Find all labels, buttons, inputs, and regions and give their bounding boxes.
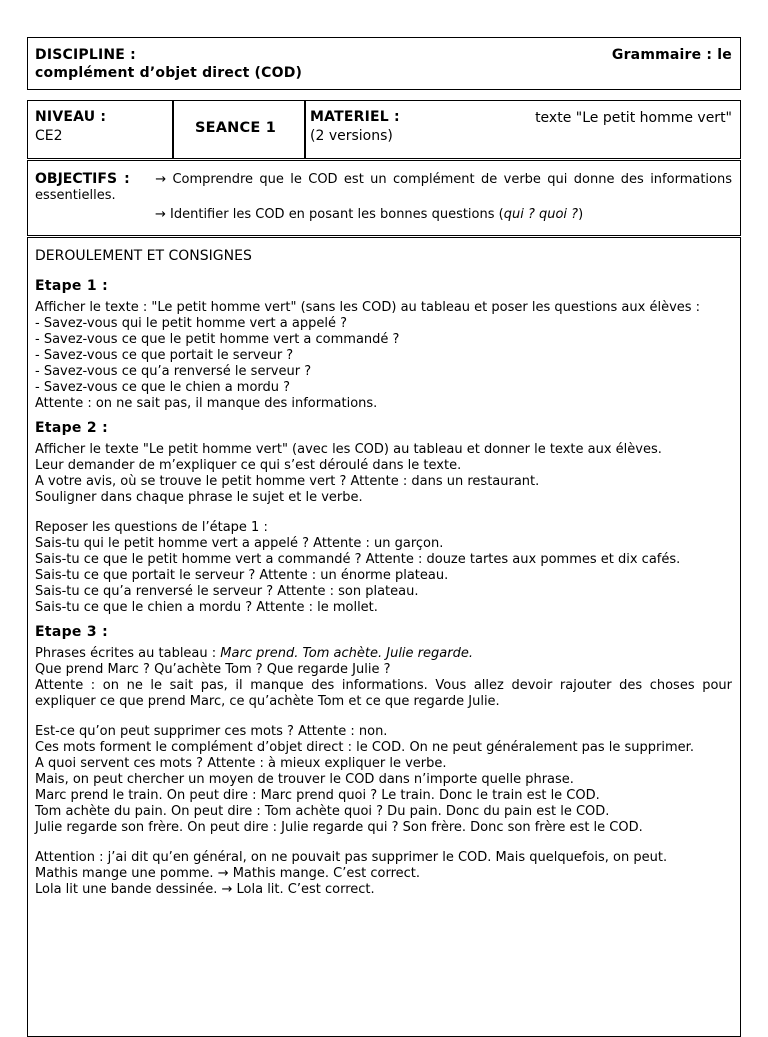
etape1-line: - Savez-vous ce que portait le serveur ? [35,348,294,363]
objectifs-line2-prefix: → Identifier les COD en posant les bonnes questions ( [155,207,504,222]
etape3-questions: Que prend Marc ? Qu’achète Tom ? Que regarde Julie ? [35,662,391,677]
etape2-line: Sais-tu ce qu’a renversé le serveur ? Attente : son plateau. [35,584,419,599]
deroulement-title: DEROULEMENT ET CONSIGNES [35,248,252,264]
etape3-suppr: Est-ce qu’on peut supprimer ces mots ? Attente : non. [35,724,388,739]
etape3-title: Etape 3 : [35,624,109,640]
etape3-line: Marc prend le train. On peut dire : Marc prend quoi ? Le train. Donc le train est le COD. [35,788,600,803]
seance-label: SEANCE 1 [195,120,276,136]
etape3-line: Tom achète du pain. On peut dire : Tom achète quoi ? Du pain. Donc du pain est le COD. [35,804,610,819]
etape3-forment: Ces mots forment le complément d’objet direct : le COD. On ne peut généralement pas le supprimer. [35,740,694,755]
materiel-label: MATERIEL : [310,109,400,125]
etape3-attention: Mathis mange une pomme. → Mathis mange. C’est correct. [35,866,420,881]
etape1-line: Attente : on ne sait pas, il manque des informations. [35,396,378,411]
etape1-line: - Savez-vous ce que le petit homme vert a commandé ? [35,332,400,347]
etape3-attention: Lola lit une bande dessinée. → Lola lit. C’est correct. [35,882,375,897]
etape1-line: - Savez-vous ce qu’a renversé le serveur ? [35,364,312,379]
etape3-phrases-em: Marc prend. Tom achète. Julie regarde. [220,646,473,661]
etape2-long: Sais-tu ce que le petit homme vert a commandé ? Attente : douze tartes aux pommes et dix cafés. [35,552,681,567]
etape3-attente: Attente : on ne le sait pas, il manque des informations. Vous allez devoir rajouter des choses pour expliquer ce que prend Marc, ce qu’achète Tom et ce que regarde Julie. [35,678,732,709]
objectifs-line2 [155,207,583,223]
etape3-line: A quoi servent ces mots ? Attente : à mieux expliquer le verbe. [35,756,447,771]
discipline-label: DISCIPLINE : [35,47,136,63]
discipline-value: Grammaire : le [611,47,732,63]
etape2-line: A votre avis, où se trouve le petit homme vert ? Attente : dans un restaurant. [35,474,540,489]
objectifs-label: OBJECTIFS : [35,171,130,187]
niveau-label: NIVEAU : [35,109,107,125]
discipline-box [27,37,741,90]
etape3-phrases [35,646,732,662]
deroulement-content [35,248,732,898]
etape2-line: Leur demander de m’expliquer ce qui s’est déroulé dans le texte. [35,458,462,473]
etape3-attention: Attention : j’ai dit qu’en général, on ne pouvait pas supprimer le COD. Mais quelquefois, on peut. [35,850,668,865]
etape1-line: - Savez-vous qui le petit homme vert a appelé ? [35,316,347,331]
etape1-intro: Afficher le texte : "Le petit homme vert" (sans les COD) au tableau et poser les questions aux élèves : [35,300,701,315]
etape3-phrases-prefix: Phrases écrites au tableau : [35,646,221,661]
etape3-line: Mais, on peut chercher un moyen de trouver le COD dans n’importe quelle phrase. [35,772,574,787]
objectifs-line1: → Comprendre que le COD est un complément de verbe qui donne des informations essentielles. [35,172,733,203]
objectifs-line2-em: qui ? quoi ? [503,207,579,222]
etape2-line: Reposer les questions de l’étape 1 : [35,520,268,535]
divider [172,100,174,159]
etape1-line: - Savez-vous ce que le chien a mordu ? [35,380,291,395]
niveau-value: CE2 [35,128,63,144]
objectifs-text [35,171,732,204]
etape2-line: Sais-tu ce que le chien a mordu ? Attente : le mollet. [35,600,378,615]
objectifs-line2-suffix: ) [578,207,584,222]
etape1-title: Etape 1 : [35,278,109,294]
divider [304,100,306,159]
etape2-title: Etape 2 : [35,420,109,436]
materiel-value: texte "Le petit homme vert" [535,110,732,126]
etape2-line: Sais-tu qui le petit homme vert a appelé ? Attente : un garçon. [35,536,444,551]
discipline-line2: complément d’objet direct (COD) [35,65,303,81]
etape3-line: Julie regarde son frère. On peut dire : Julie regarde qui ? Son frère. Donc son frère est le COD. [35,820,643,835]
etape2-line: Souligner dans chaque phrase le sujet et le verbe. [35,490,363,505]
etape2-line: Sais-tu ce que portait le serveur ? Attente : un énorme plateau. [35,568,449,583]
materiel-line2: (2 versions) [310,128,393,144]
etape2-intro: Afficher le texte "Le petit homme vert" (avec les COD) au tableau et donner le texte aux élèves. [35,442,662,457]
